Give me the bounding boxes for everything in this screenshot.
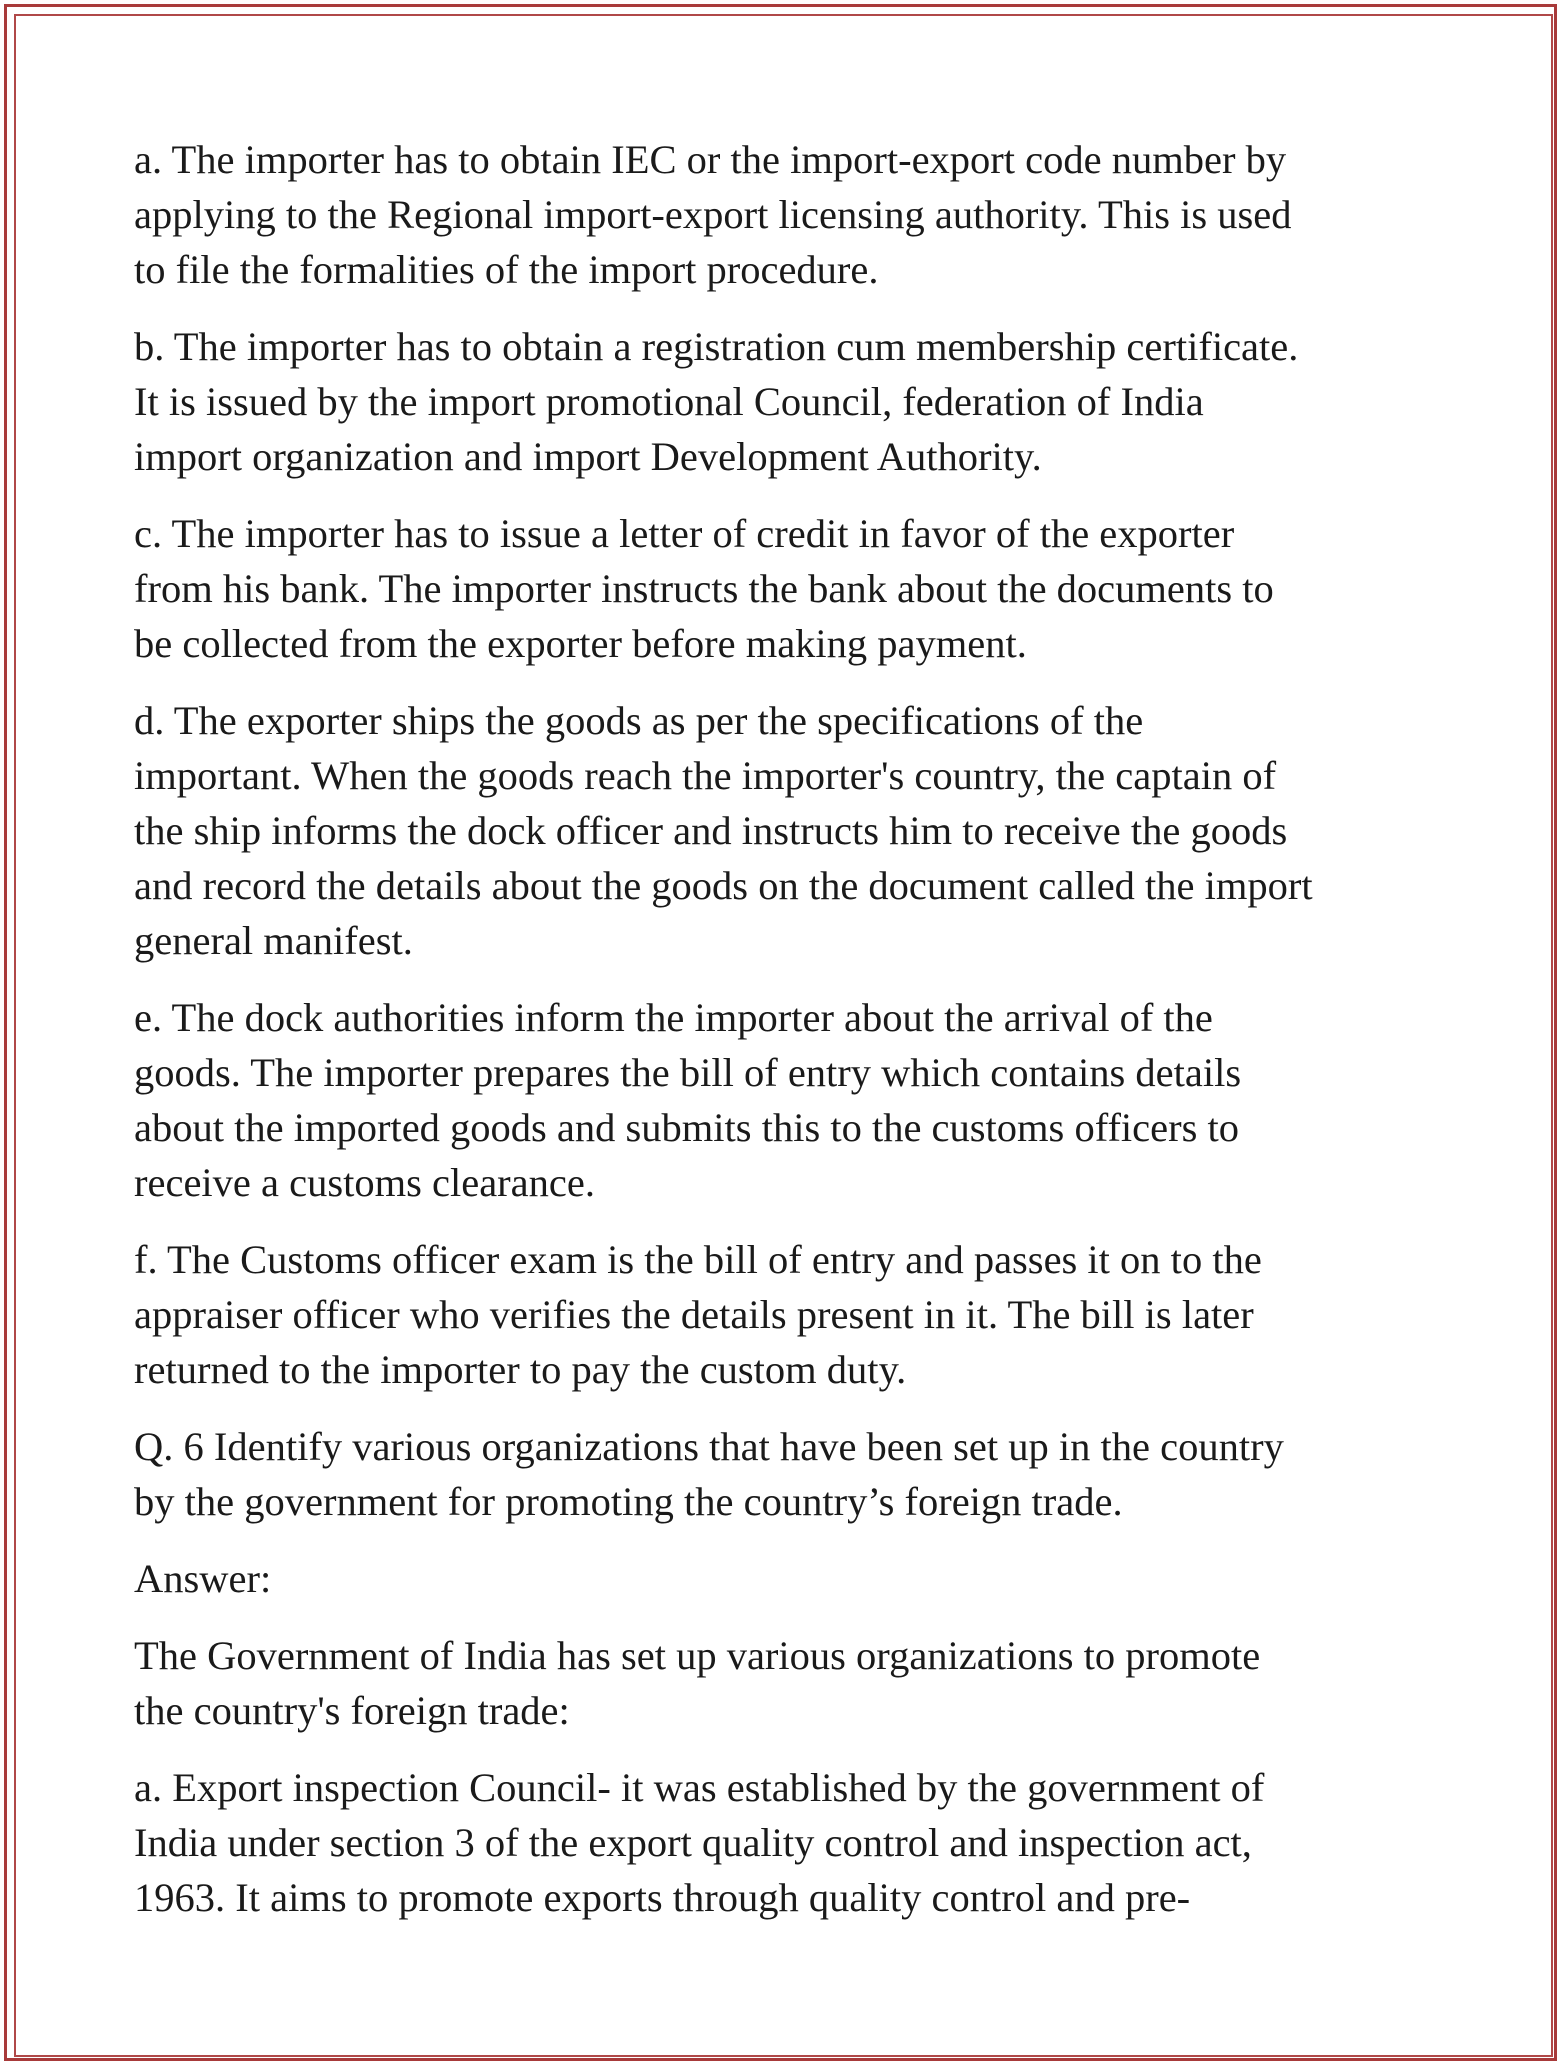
- paragraph-bill-of-entry: e. The dock authorities inform the importer about the arrival of the goods. The importer prepares the bill of entry which contains details about the imported goods and submits this to the customs officers to receive a customs clearance.: [134, 995, 1242, 1205]
- answer-label: Answer:: [134, 1556, 272, 1601]
- paragraph-export-inspection-council: a. Export inspection Council- it was established by the government of India under section 3 of the export quality control and inspection act, 1963. It aims to promote exports through quality control and pre-: [134, 1765, 1265, 1920]
- document-body: [134, 132, 1454, 1947]
- paragraph-letter-of-credit: c. The importer has to issue a letter of credit in favor of the exporter from his bank. The importer instructs the bank about the documents to be collected from the exporter before making payment.: [134, 511, 1274, 666]
- answer-intro: The Government of India has set up various organizations to promote the country's foreign trade:: [134, 1633, 1261, 1733]
- paragraph-customs-officer: f. The Customs officer exam is the bill of entry and passes it on to the appraiser officer who verifies the details present in it. The bill is later returned to the importer to pay the custom duty.: [134, 1237, 1262, 1392]
- paragraph-registration-certificate: b. The importer has to obtain a registration cum membership certificate. It is issued by the import promotional Council, federation of India import organization and import Development Authority.: [134, 324, 1299, 479]
- paragraph-shipping-goods: d. The exporter ships the goods as per the specifications of the important. When the goods reach the importer's country, the captain of the ship informs the dock officer and instructs him to receive the goods and record the details about the goods on the document called the import general manifest.: [134, 698, 1313, 963]
- question-6: Q. 6 Identify various organizations that have been set up in the country by the government for promoting the country’s foreign trade.: [134, 1424, 1284, 1524]
- paragraph-importer-iec: a. The importer has to obtain IEC or the import-export code number by applying to the Regional import-export licensing authority. This is used to file the formalities of the import procedure.: [134, 137, 1292, 292]
